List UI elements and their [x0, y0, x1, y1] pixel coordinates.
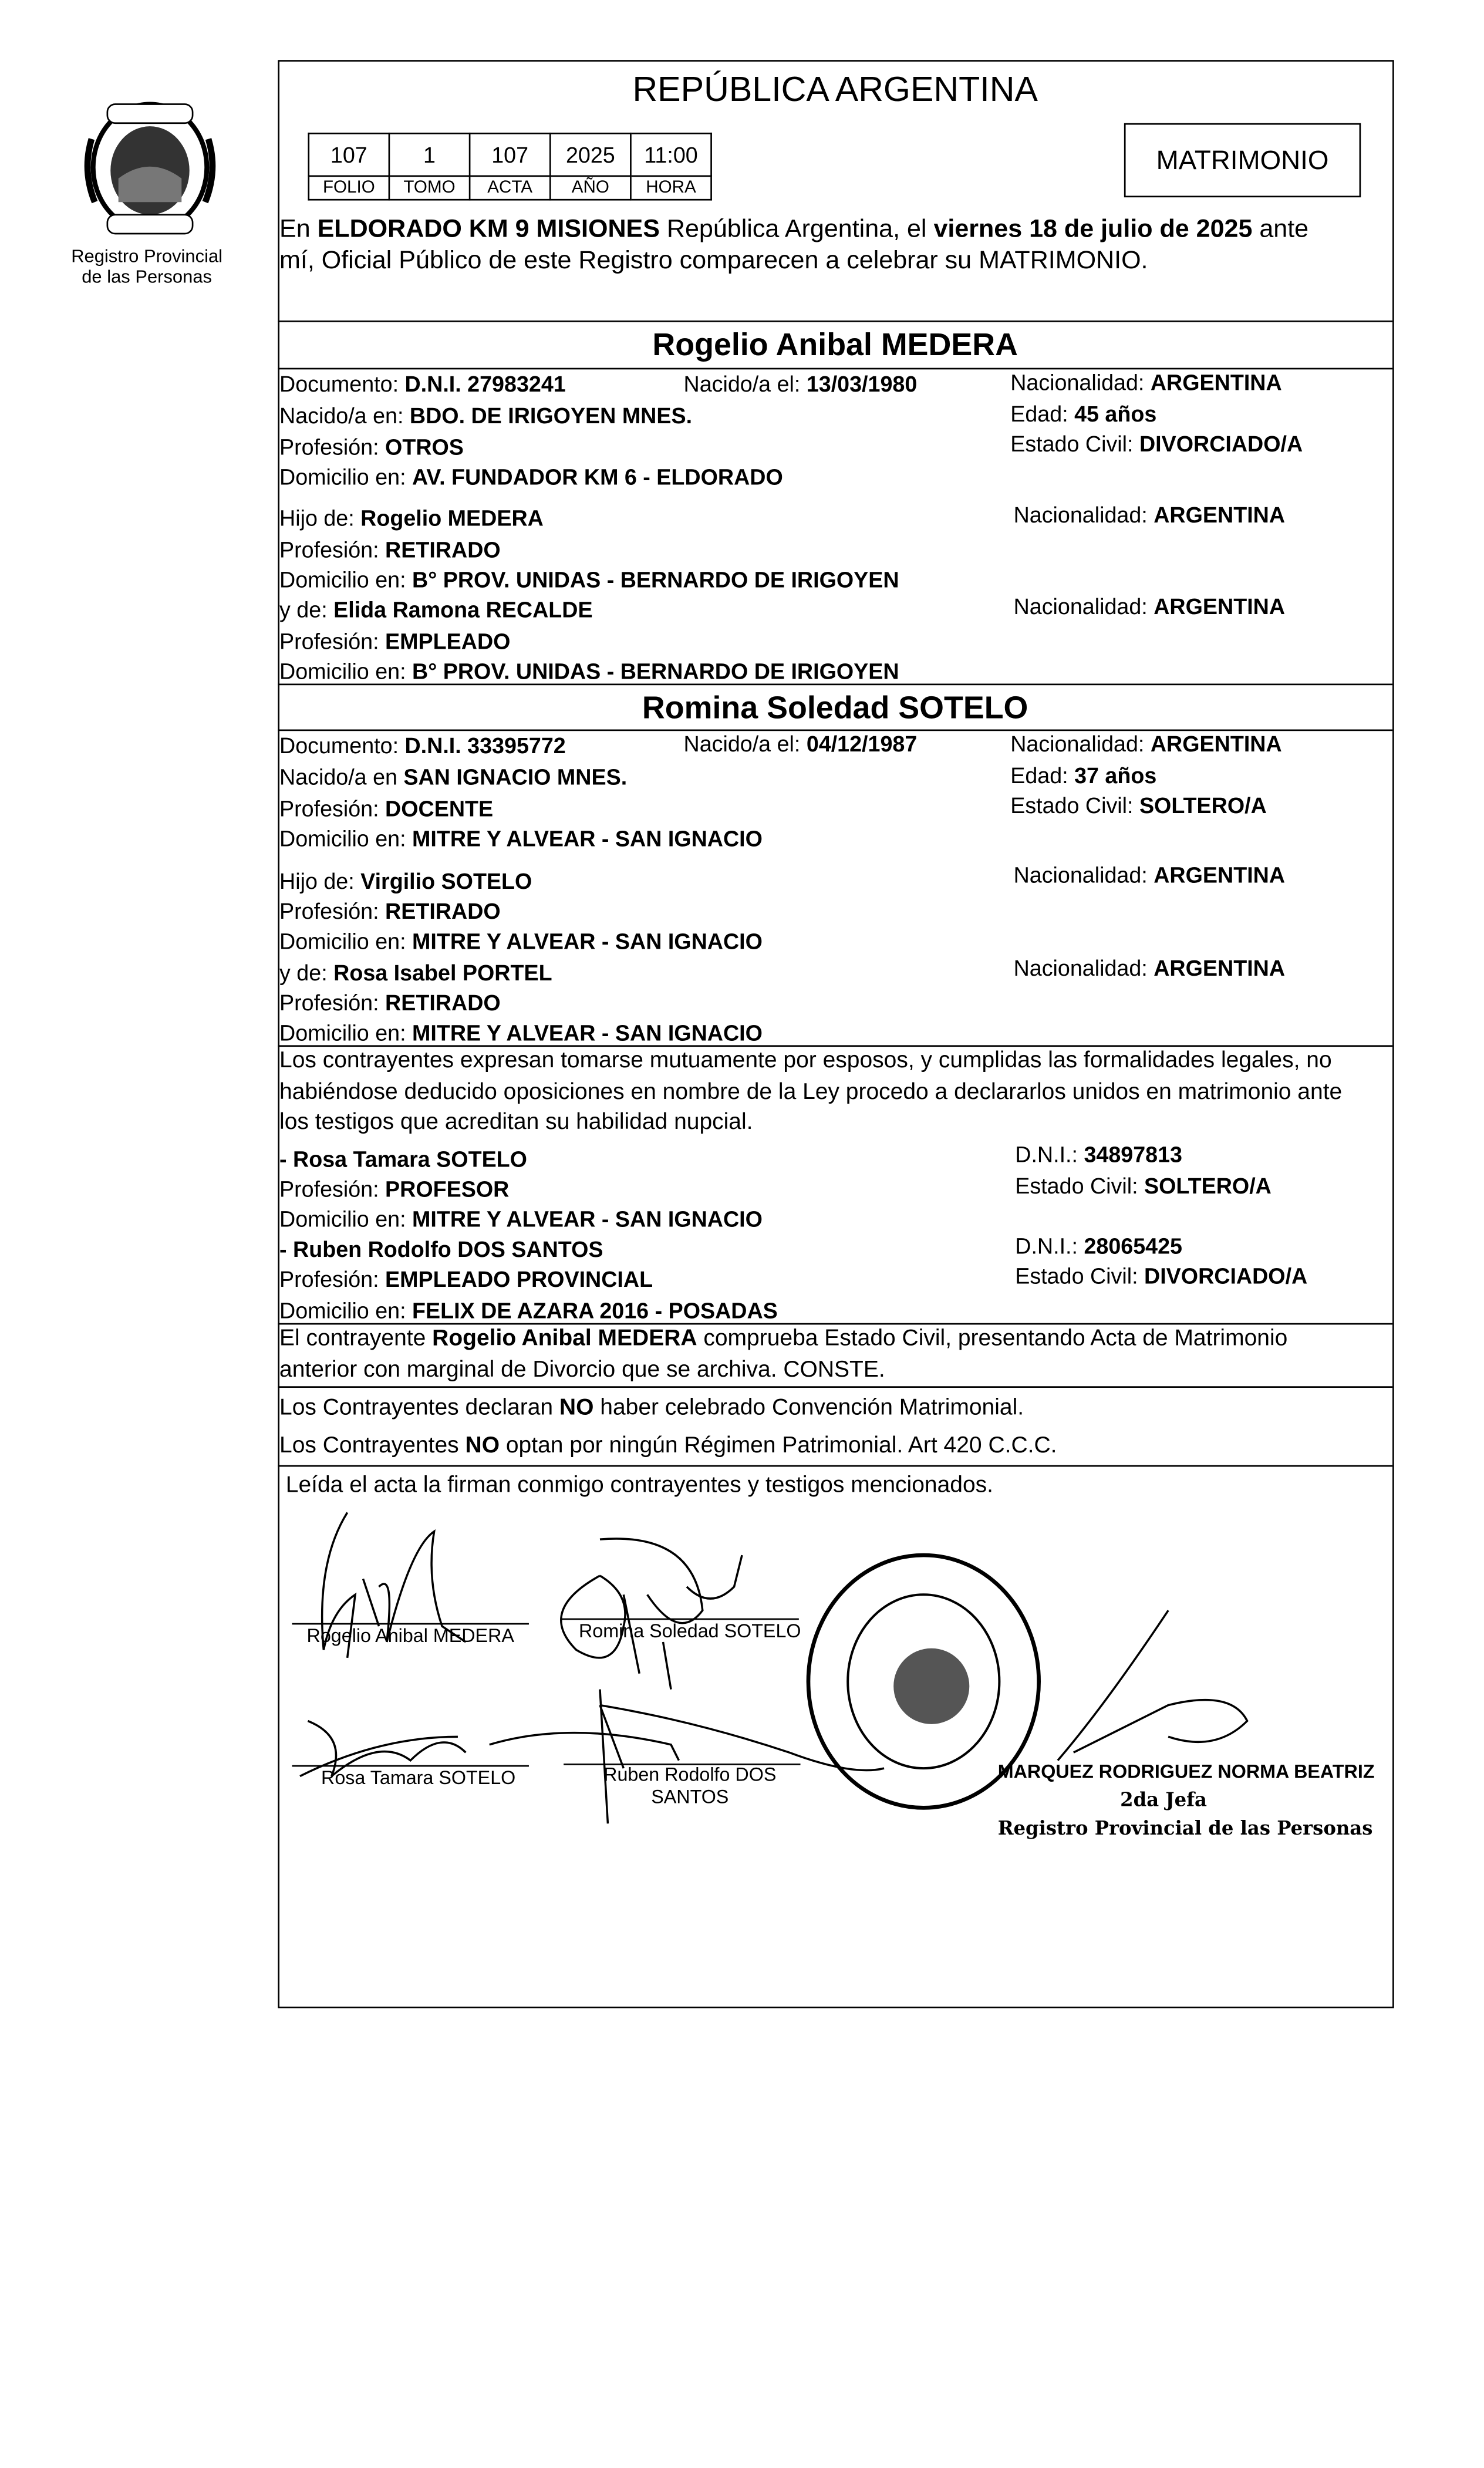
marriage-certificate: Registro Provincial de las Personas REPÚBLICA ARGENTINA 107 1 107 2025 11:00 FOLIO TOMO ACTA AÑO HORA MATRIMONIO En ELDORADO KM 9 MISIONES República Argentina, el viernes 18 de julio de 2025 ante mí, Oficial Público de este Registro comparecen a celebrar su MATRIMONIO. Rogelio Anibal MEDERA Documento: D.N.I. 27983241 Nacido/a el: 13/03/1980 Nacionalidad: ARGENTINA Nacido/a en: BDO. DE IRIGOYEN MNES. Edad: 45 años Profesión: OTROS Estado Civil: DIVORCIADO/A Domicilio en: AV. FUNDADOR KM 6 - ELDORADO Hijo de: Rogelio MEDERA Nacionalidad: ARGENTINA Profesión: RETIRADO Domicilio en: B° PROV. UNIDAS - BERNARDO DE IRIGOYEN y de: Elida Ramona RECALDE Nacionalidad: ARGENTINA Profesión: EMPLEADO Domicilio en: B° PROV. UNIDAS - BERNARDO DE IRIGOYEN Romina Soledad SOTELO Documento: D.N.I. 33395772 Nacido/a el: 04/12/1987 Nacionalidad: ARGENTINA Nacido/a en SAN IGNACIO MNES. Edad: 37 años Profesión: DOCENTE Estado Civil: SOLTERO/A Domicilio en: MITRE Y ALVEAR - SAN IGNACIO Hijo de: Virgilio SOTELO Nacionalidad: ARGENTINA Profesión: RETIRADO Domicilio en: MITRE Y ALVEAR - SAN IGNACIO y de: Rosa Isabel PORTEL Nacionalidad: ARGENTINA Profesión: RETIRADO Domicilio en: MITRE Y ALVEAR - SAN IGNACIO Los contrayentes expresan tomarse mutuamente por esposos, y cumplidas las formalidades legales, no habiéndose deducido oposiciones en nombre de la Ley procedo a declararlos unidos en matrimonio ante los testigos que acreditan su habilidad nupcial. - Rosa Tamara SOTELO D.N.I.: 34897813 Profesión: PROFESOR Estado Civil: SOLTERO/A Domicilio en: MITRE Y ALVEAR - SAN IGNACIO - Ruben Rodolfo DOS SANTOS D.N.I.: 28065425 Profesión: EMPLEADO PROVINCIAL Estado Civil: DIVORCIADO/A Domicilio en: FELIX DE AZARA 2016 - POSADAS El contrayente Rogelio Anibal MEDERA comprueba Estado Civil, presentando Acta de Matrimonio anterior con marginal de Divorcio que se archiva. CONSTE. Los Contrayentes declaran NO haber celebrado Convención Matrimonial. Los Contrayentes NO optan por ningún Régimen Patrimonial. Art 420 C.C.C. Leída el acta la firman conmigo contrayentes y testigos mencionados. Rogelio Anibal MEDERA Romina Soledad SOTELO Rosa Tamara SOTELO Ruben Rodolfo DOS SANTOS MARQUEZ RODRIGUEZ NORMA BEATRIZ 2da Jefa Registro Provincial de las Personas	[0, 0, 1484, 2468]
witness2-signature-label: Ruben Rodolfo DOS SANTOS	[603, 1764, 777, 1808]
hora-label: HORA	[630, 176, 711, 200]
declaration-text: Los contrayentes expresan tomarse mutuamente por esposos, y cumplidas las formalidades legales, no habiéndose deducido oposiciones en nombre de la Ley procedo a declararlos unidos en matrimonio ante los testigos que acreditan su habilidad nupcial.	[279, 1048, 1343, 1135]
witness-2-name: - Ruben Rodolfo DOS SANTOS	[279, 1236, 603, 1262]
province-emblem-logo	[79, 92, 221, 241]
intro-text: En ELDORADO KM 9 MISIONES República Argentina, el viernes 18 de julio de 2025 ante mí, Oficial Público de este Registro comparecen a celebrar su MATRIMONIO.	[279, 216, 1309, 275]
tomo-value: 1	[389, 133, 470, 176]
anio-value: 2025	[550, 133, 630, 176]
page-title: REPÚBLICA ARGENTINA	[632, 69, 1038, 109]
groom-name-heading: Rogelio Anibal MEDERA	[652, 328, 1018, 363]
witness-1-name: - Rosa Tamara SOTELO	[279, 1146, 528, 1172]
acta-label: ACTA	[470, 176, 550, 200]
tomo-label: TOMO	[389, 176, 470, 200]
groom-signature-label: Rogelio Anibal MEDERA	[306, 1624, 514, 1647]
logo-caption-line2: de las Personas	[82, 268, 213, 288]
official-title: 2da Jefa	[1120, 1789, 1207, 1811]
civil-status-note: El contrayente Rogelio Anibal MEDERA comprueba Estado Civil, presentando Acta de Matrimonio anterior con marginal de Divorcio que se archiva. CONSTE.	[279, 1326, 1288, 1383]
closing-text: Leída el acta la firman conmigo contrayentes y testigos mencionados.	[285, 1473, 994, 1499]
record-table	[308, 133, 711, 201]
logo-caption-line1: Registro Provincial	[71, 248, 223, 267]
hora-value: 11:00	[630, 133, 711, 176]
witness1-signature-label: Rosa Tamara SOTELO	[321, 1766, 516, 1789]
folio-value: 107	[309, 133, 389, 176]
anio-label: AÑO	[550, 176, 630, 200]
act-type-box: MATRIMONIO	[1124, 123, 1361, 197]
folio-label: FOLIO	[309, 176, 389, 200]
acta-value: 107	[470, 133, 550, 176]
bride-name-heading: Romina Soledad SOTELO	[642, 691, 1028, 727]
bride-signature-label: Romina Soledad SOTELO	[579, 1620, 801, 1642]
official-signature-block	[997, 1757, 1375, 1842]
official-name: MARQUEZ RODRIGUEZ NORMA BEATRIZ	[997, 1760, 1375, 1783]
official-org: Registro Provincial de las Personas	[997, 1817, 1373, 1840]
matrimonial-regime: Los Contrayentes declaran NO haber celebrado Convención Matrimonial. Los Contrayentes NO optan por ningún Régimen Patrimonial. Art 420 C.C.C.	[279, 1395, 1057, 1459]
